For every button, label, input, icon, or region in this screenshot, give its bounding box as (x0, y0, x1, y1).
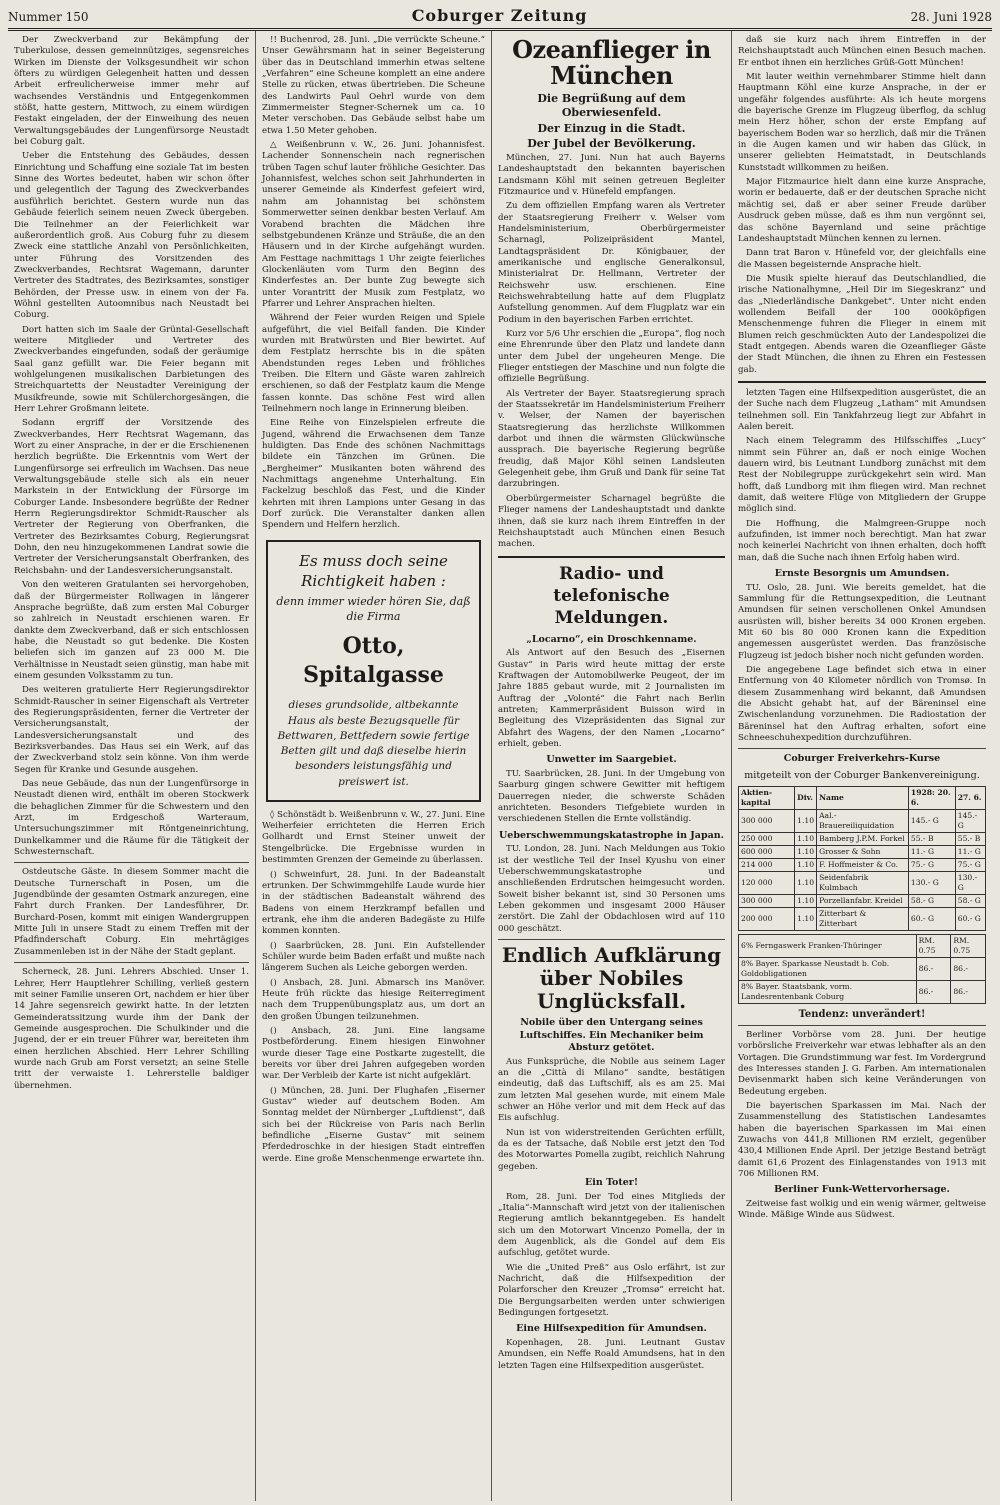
table-cell: 200 000 (739, 907, 795, 930)
table-cell: 6% Ferngaswerk Franken-Thüringer (739, 934, 917, 957)
article-paragraph: Wie die „United Preß“ aus Oslo erfährt, ist zur Nachricht, daß die Hilfsexpedition der Polarforscher den Kreuzer „Tromsø“ erreicht hat. Die Bergungsarbeiten werden unter schwierigen Bedingungen fortgesetzt. (498, 1262, 725, 1318)
subheadline: Der Jubel der Bevölkerung. (527, 137, 696, 151)
table-cell: 300 000 (739, 809, 795, 832)
article-paragraph: TU. London, 28. Juni. Nach Meldungen aus Tokio ist der westliche Teil der Insel Kyushu von einer Ueberschwemmungskatastrophe und anschließenden Erdrutschen heimgesucht worden. Soweit bisher bekannt ist, sind 30 Personen ums Leben gekommen und insgesamt 2000 Häuser zerstört. Die Zahl der Obdachlosen wird auf 110 000 geschätzt. (498, 844, 725, 934)
table-row (739, 934, 986, 957)
table-cell: 55.- B (908, 832, 955, 845)
table-header: 27. 6. (955, 786, 985, 809)
ad-headline: Es muss doch seine Richtigkeit haben : (299, 551, 448, 590)
table-cell: Bamberg J.P.M. Forkel (817, 832, 909, 845)
article-paragraph: Aus Funksprüche, die Nobile aus seinem Lager an die „Città di Milano“ sandte, bestätigen eindeutig, daß das Luftschiff, als es am 25. Mai zum letzten Mal gesehen wurde, mit einem Male schwer an Höhe verlor und mit dem Heck auf das Eis aufschlug. (498, 1056, 725, 1124)
table-row (739, 809, 986, 832)
section-rule (498, 556, 725, 558)
article-heading: Berliner Funk-Wettervorhersage. (774, 1184, 950, 1196)
article-paragraph: Ueber die Entstehung des Gebäudes, dessen Einrichtung und Schaffung eine soziale Tat im besten Sinne des Wortes bedeutet, haben wir schon öfter und gelegentlich der Tagung des Zweckverbandes ausführlich berichtet. Gestern wurde nun das Gebäude feierlich seinem neuen Zweck übergeben. Die Teilnehmer an der Feierlichkeit war außerordentlich groß. Aus Coburg fuhr zu diesem Zweck eine stattliche Anzahl von Persönlichkeiten, unter Führung des Vorsitzenden des Zweckverbandes, Rechtsrat Wagemann, darunter Vertreter des Stadtrates, des Bezirksamtes, sonstiger Behörden, der Presse usw. in einem von der Fa. Wöhnl gestellten Autoomnibus nach Neustadt bei Coburg. (14, 151, 249, 321)
article-paragraph: Dann trat Baron v. Hünefeld vor, der gleichfalls eine die Massen begeisternde Ansprache hielt. (738, 248, 986, 270)
article-heading: Eine Hilfsexpedition für Amundsen. (516, 1323, 707, 1335)
article-paragraph: Die angegebene Lage befindet sich etwa in einer Entfernung von 40 Kilometer nördlich von Tromsø. In diesem Zusammenhang wird bekannt, daß Amundsen die Absicht gehabt hat, auf der Bäreninsel eine Zwischenlandung vorzunehmen. Die Radiostation der Bäreninsel hat den Auftrag erhalten, sofort eine Schneeschuhexpedition durchzuführen. (738, 665, 986, 744)
table-row (739, 871, 986, 894)
table-cell: 1.10 (795, 845, 817, 858)
column-3 (492, 31, 732, 1501)
table-row (739, 957, 986, 980)
newspaper-title: Coburger Zeitung (411, 6, 588, 25)
article-heading: „Locarno“, ein Droschkenname. (526, 633, 697, 645)
article-paragraph: Rom, 28. Juni. Der Tod eines Mitglieds der „Italia“-Mannschaft wird jetzt von der italienischen Regierung amtlich bekanntgegeben. Es handelt sich um den Motorwart Vincenzo Pomella, der in dem Augenblick, als die Gondel auf dem Eis aufschlug, getötet wurde. (498, 1191, 725, 1259)
table-cell: 120 000 (739, 871, 795, 894)
table-header: 1928: 20. 6. (908, 786, 955, 809)
table-cell: 130.- G (908, 871, 955, 894)
article-heading: Ueberschwemmungskatastrophe in Japan. (499, 829, 724, 841)
stock-quotes-table (738, 786, 986, 931)
article-paragraph: TU. Saarbrücken, 28. Juni. In der Umgebung von Saarburg gingen schwere Gewitter mit heftigem Dauerregen nieder, die schwerste Schäden anrichteten. Besonders Tiefgebiete wurden in verschiedenen Stellen die Ernte vollständig. (498, 769, 725, 825)
article-paragraph: Scherneck, 28. Juni. Lehrers Abschied. Unser 1. Lehrer, Herr Hauptlehrer Schilling, verließ gestern mit seiner Familie unseren Ort, nachdem er hier über 14 Jahre segensreich gewirkt hatte. In der letzten Gemeinderatssitzung wurde ihm der Dank der Gemeinde ausgesprochen. Die Schulkinder und die Jugend, der er ein treuer Führer war, bereiteten ihm einen herzlichen Abschied. Herr Lehrer Schilling wurde nach Grub am Forst versetzt; an seine Stelle tritt der verwaiste 1. Lehrerstelle baldiger übernehmen. (14, 967, 249, 1091)
table-cell: Seidenfabrik Kulmbach (817, 871, 909, 894)
headline-nobile: Endlich Aufklärung über Nobiles Unglücksfall. (501, 943, 722, 1013)
subheadline: Der Einzug in die Stadt. (537, 121, 686, 135)
article-paragraph: () München, 28. Juni. Der Flughafen „Eiserner Gustav“ wieder auf deutschem Boden. Am Sonntag meldet der Nürnberger „Luftdienst“, daß sich bei der Rückreise von Paris nach Berlin befindliche „Eiserne Gustav“ mit seinem Pferdedroschke in der hiesigen Stadt eintreffen werde. Eine große Menschenmenge erwartete ihn. (262, 1085, 485, 1164)
article-paragraph: Die bayerischen Sparkassen im Mai. Nach der Zusammenstellung des Statistischen Landesamtes haben die bayerischen Sparkassen im Mai einen Zuwachs von 441,8 Millionen RM erzielt, gegenüber 430,4 Millionen Ende April. Der jetzige Bestand beträgt damit 61,6 Prozent des Einlagenstandes von 1913 mit 706 Millionen RM. (738, 1101, 986, 1180)
article-paragraph: TU. Oslo, 28. Juni. Wie bereits gemeldet, hat die Sammlung für die Rettungsexpedition, die Leutnant Amundsen für seinen verschollenen Onkel Amundsen ausrüsten will, bisher bereits 34 000 Kronen ergeben. Mit 60 bis 80 000 Kronen kann die Expedition angemessen ausgerüstet werden. Das französische Flugzeug ist jedoch bisher noch nicht gefunden worden. (738, 582, 986, 661)
article-paragraph: Ostdeutsche Gäste. In diesem Sommer macht die Deutsche Turnerschaft in Posen, um die Jugendbünde der gesamten Ostmark anzuregen, eine Fahrt durch Franken. Der Landesführer, Dr. Burchard-Posen, kommt mit einigen Wandergruppen Mitte Juli in unsere Stadt zu einem Treffen mit der Pfadfinderschaft Coburg. Ein mehrtägiges Zusammenleben ist in der Nähe der Stadt geplant. (14, 867, 249, 957)
table-cell: 86.- (951, 980, 986, 1003)
article-paragraph: Eine Reihe von Einzelspielen erfreute die Jugend, während die Erwachsenen dem Tanze huldigten. Das Ende des schönen Nachmittags bildete ein Tänzchen im Grünen. Die „Bergheimer“ Musikanten boten während des Nachmittags angenehme Unterhaltung. Ein Fackelzug beschloß das Fest, und die Kinder kehrten mit ihren Lampions unter Gesang in das Dorf zurück. Die Veranstalter danken allen Spendern und Helfern herzlich. (262, 418, 485, 531)
article-paragraph: Von den weiteren Gratulanten sei hervorgehoben, daß der Bürgermeister Rollwagen in längerer Ansprache begrüßte, daß zum ersten Mal Coburger so zahlreich in Neustadt erschienen waren. Er dankte dem Zweckverband, daß er sich entschlossen habe, die Neustadt so gut bedenke. Die Kosten beliefen sich im ganzen auf 23 000 M. Die Verhältnisse in Neustadt seien günstig, man habe mit einem gesunden Volksstamm zu tun. (14, 580, 249, 681)
article-paragraph: Major Fitzmaurice hielt dann eine kurze Ansprache, worin er bedauerte, daß er der deutschen Sprache nicht mächtig sei, daß er aber seiner Freude darüber Ausdruck geben müsse, daß es ihm nun vergönnt sei, das schöne Bayernland und seine prächtige Landeshauptstadt München kennen zu lernen. (738, 177, 986, 244)
ad-body: dieses grundsolide, altbekannte Haus als beste Bezugsquelle für Bettwaren, Bettfedern sowie fertige Betten gilt und daß dieselbe hierin besonders leistungsfähig und preiswert ist. (277, 699, 470, 788)
table-cell: 1.10 (795, 858, 817, 871)
article-paragraph: △ Weißenbrunn v. W., 26. Juni. Johannisfest. Lachender Sonnenschein nach regnerischen trüben Tagen schuf lauter fröhliche Gesichter. Das Johannisfest, welches schon seit Jahrhunderten in unserer Gemeinde als Kinderfest gefeiert wird, nahm am Johannistag bei schönstem Sommerwetter seinen denkbar besten Verlauf. Am Vorabend brachten die Mädchen ihre selbstgebundenen Kränze und Sträuße, die an den Häusern und in der Kirche aufgehängt wurden. Am Festtage nachmittags 1 Uhr zeigte feierliches Glockenläuten vom Turm den Beginn des Kinderfestes an. Der bunte Zug bewegte sich unter Vorantritt der Musik zum Festplatz, wo Pfarrer und Lehrer Ansprachen hielten. (262, 140, 485, 309)
divider (738, 1025, 986, 1026)
divider (14, 962, 249, 963)
table-cell: F. Hoffmeister & Co. (817, 858, 909, 871)
column-4 (732, 31, 992, 1501)
table-body (739, 809, 986, 930)
article-paragraph: Kurz vor 5/6 Uhr erschien die „Europa“, flog noch eine Ehrenrunde über den Platz und landete dann unter dem Jubel der ungeheuren Menge. Die Flieger entstiegen der Maschine und nun folgte die offizielle Begrüßung. (498, 329, 725, 385)
table-body (739, 934, 986, 1003)
table-cell: 11.- G (955, 845, 985, 858)
article-paragraph: () Ansbach, 28. Juni. Abmarsch ins Manöver. Heute früh rückte das hiesige Reiterregiment nach dem Truppenübungsplatz aus, um dort an den großen Übungen teilzunehmen. (262, 977, 485, 1022)
table-row (739, 980, 986, 1003)
article-paragraph: Berliner Vorbörse vom 28. Juni. Der heutige vorbörsliche Freiverkehr war etwas lebhafter als an den Vortagen. Die Grundstimmung war fest. Im Vordergrund des Interesses standen J. G. Farben. Am internationalen Devisenmarkt haben sich keine Veränderungen von Bedeutung ergeben. (738, 1030, 986, 1097)
table-row (739, 858, 986, 871)
article-paragraph: Während der Feier wurden Reigen und Spiele aufgeführt, die viel Beifall fanden. Die Kinder wurden mit Bratwürsten und Bier bewirtet. Auf dem Festplatz herrschte bis in die späten Abendstunden reges Leben und fröhliches Treiben. Die Eltern und Gäste waren zahlreich erschienen, so daß der Festplatz kaum die Menge fassen konnte. Das schöne Fest wird allen Teilnehmern noch lange in Erinnerung bleiben. (262, 313, 485, 414)
table-cell: 55.- B (955, 832, 985, 845)
table-cell: Aal.-Brauereiliquidation (817, 809, 909, 832)
table-cell: 75.- G (955, 858, 985, 871)
table-cell: 300 000 (739, 894, 795, 907)
article-paragraph: Die Hoffnung, die Malmgreen-Gruppe noch aufzufinden, ist immer noch berechtigt. Man hat zwar noch keinerlei Nachricht von ihnen erhalten, doch hofft man, daß die Suche nach ihnen Erfolg haben wird. (738, 518, 986, 563)
kurse-title: Coburger Freiverkehrs-Kurse (783, 753, 941, 765)
table-cell: 86.- (951, 957, 986, 980)
article-subheading: Nobile über den Untergang seines Luftschiffes. Ein Mechaniker beim Absturz getötet. (519, 1017, 704, 1054)
article-paragraph: Sodann ergriff der Vorsitzende des Zweckverbandes, Herr Rechtsrat Wagemann, das Wort zu einer Ansprache, in der er die Erschienenen herzlich begrüßte. Die Erkenntnis vom Wert der Lungenfürsorge sei erfreulich im Wachsen. Das neue Verwaltungsgebäude stelle sich als ein neuer Markstein in der Entwicklung der Fürsorge im Coburger Lande. Insbesondere begrüßte der Redner Herrn Regierungsdirektor Schmidt-Rauscher als Vertreter der Regierung von Oberfranken, die Vertreter des Bezirksamtes Coburg, Regierungsrat Dohn, den neu hinzugekommenen Landrat sowie die Vertreter der Versicherungsanstalt Oberfranken, des Reichsbahn- und der Landesversicherungsanstalt. (14, 418, 249, 576)
table-cell: 86.- (916, 957, 951, 980)
table-cell: 11.- G (908, 845, 955, 858)
masthead (8, 6, 992, 31)
subheadline: Die Begrüßung auf dem Oberwiesenfeld. (537, 91, 686, 120)
table-cell: 145.- G (955, 809, 985, 832)
table-cell: RM. 0.75 (916, 934, 951, 957)
table-cell: 1.10 (795, 907, 817, 930)
table-cell: Grosser & Sohn (817, 845, 909, 858)
column-2 (256, 31, 492, 1501)
table-cell: 1.10 (795, 894, 817, 907)
ad-line: denn immer wieder hören Sie, daß die Firma (276, 595, 471, 623)
article-paragraph: Zeitweise fast wolkig und ein wenig wärmer, geltweise Winde. Mäßige Winde aus Südwest. (738, 1199, 986, 1221)
table-cell: 75.- G (908, 858, 955, 871)
article-paragraph: Kopenhagen, 28. Juni. Leutnant Gustav Amundsen, ein Neffe Roald Amundsens, hat in den letzten Tagen eine Hilfsexpedition ausgerüstet. (498, 1337, 725, 1371)
section-title-radio: Radio- und telefonische Meldungen. (553, 563, 670, 629)
table-row (739, 907, 986, 930)
issue-number: Nummer 150 (8, 10, 89, 24)
article-paragraph: Der Zweckverband zur Bekämpfung der Tuberkulose, dessen gemeinnütziges, segensreiches Wirken im Dienste der Volksgesundheit wir schon öfters zu würdigen Gelegenheit hatten und dessen Arbeit erfreulicherweise immer mehr auf wachsendes Verständnis und Entgegenkommen stößt, hatte gestern, Mittwoch, zu einem würdigen Festakt eingeladen, der der Einweihung des neuen Verwaltungsgebäudes der Lungenfürsorge Neustadt bei Coburg galt. (14, 35, 249, 148)
article-heading: Unwetter im Saargebiet. (546, 754, 677, 766)
article-paragraph: Nach einem Telegramm des Hilfsschiffes „Lucy“ nimmt sein Führer an, daß er noch einige Wochen dauern wird, bis Leutnant Lundborg zunächst mit dem Rest der Nobilegruppe zurückgekehrt sein wird. Man hofft, daß Lundborg mit ihm fliegen wird. Man rechnet damit, daß weitere Flüge von Mitgliedern der Gruppe möglich sind. (738, 436, 986, 515)
article-paragraph: () Saarbrücken, 28. Juni. Ein Aufstellender Schüler wurde beim Baden erfaßt und mußte nach längerem Suchen als Leiche geborgen werden. (262, 940, 485, 974)
table-cell: 250 000 (739, 832, 795, 845)
table-cell: Porzellanfabr. Kreidel (817, 894, 909, 907)
article-paragraph: Die Musik spielte hierauf das Deutschlandlied, die irische Nationalhymne, „Heil Dir im Siegeskranz“ und das „Niederländische Dankgebet“. Unter nicht enden wollendem Beifall der 100 000köpfigen Menschenmenge fuhren die Flieger in einem mit Blumen reich geschmückten Auto der Landespolizei die Stadt entgegen. Abends waren die Ozeanflieger Gäste der Stadt München, die ihnen zu Ehren ein Festessen gab. (738, 273, 986, 375)
columns (8, 31, 992, 1501)
bond-quotes-table (738, 934, 986, 1004)
table-row (739, 894, 986, 907)
article-paragraph: Des weiteren gratulierte Herr Regierungsdirektor Schmidt-Rauscher in seiner Eigenschaft als Vertreter des Regierungspräsidenten, ferner die Vertreter der Versicherungsanstalt, der Landesversicherungsanstalt und des Bezirksverbandes. Das Haus sei ein Werk, auf das der Zweckverband stolz sein könne. Von ihm werde Segen für Kranke und Gesunde ausgehen. (14, 685, 249, 775)
table-cell: 214 000 (739, 858, 795, 871)
table-cell: 86.- (916, 980, 951, 1003)
article-paragraph: Mit lauter weithin vernehmbarer Stimme hielt dann Hauptmann Köhl eine kurze Ansprache, in der er ungefähr folgendes ausführte: Als ich heute morgens die bayerische Grenze im Flugzeug überflog, da schlug mein Herz höher, schon der erste Empfang auf bayerischem Boden war so herzlich, daß mir die Tränen in die Augen kamen und wir haben das Glück, in unserer geliebten Heimatstadt, in Deutschlands Kunststadt willkommen zu heißen. (738, 72, 986, 173)
table-header: Name (817, 786, 909, 809)
table-cell: 60.- G (955, 907, 985, 930)
article-paragraph: Als Vertreter der Bayer. Staatsregierung sprach der Staatssekretär im Handelsministerium Freiherr v. Welser, der Namen der bayerischen Staatsregierung das herzlichste Willkommen darbot und ihnen die wärmsten Glückwünsche aussprach. Die bayerische Regierung begrüße freudig, daß Major Köhl seinen Landsleuten Gelegenheit gebe, ihm Gruß und Dank für seine Tat darzubringen. (498, 388, 725, 490)
table-header: Aktien-kapital (739, 786, 795, 809)
issue-date: 28. Juni 1928 (910, 10, 992, 24)
table-cell: 58.- G (908, 894, 955, 907)
divider (738, 748, 986, 749)
table-cell: 8% Bayer. Sparkasse Neustadt b. Cob. Goldobligationen (739, 957, 917, 980)
article-paragraph: daß sie kurz nach ihrem Eintreffen in der Reichshauptstadt auch München einen Besuch machen. Er entbot ihnen ein herzliches Grüß-Gott München! (738, 35, 986, 68)
table-header-row (739, 786, 986, 809)
ad-firm-name: Otto, Spitalgasse (303, 633, 444, 689)
article-heading: Ein Toter! (585, 1177, 638, 1189)
table-cell: 8% Bayer. Staatsbank, vorm. Landesrentenbank Coburg (739, 980, 917, 1003)
kurse-subtitle: mitgeteilt von der Coburger Bankenvereinigung. (744, 770, 980, 781)
article-paragraph: () Schweinfurt, 28. Juni. In der Badeanstalt ertrunken. Der Schwimmgehilfe Laude wurde hier in der städtischen Badeanstalt während des Badens von einem Herzkrampf befallen und ertrank, ehe ihm die anderen Badegäste zu Hilfe kommen konnten. (262, 869, 485, 937)
table-row (739, 832, 986, 845)
table-cell: RM. 0.75 (951, 934, 986, 957)
table-cell: 145.- G (908, 809, 955, 832)
market-tendency: Tendenz: unverändert! (798, 1008, 926, 1020)
headline-ozeanflieger: Ozeanflieger in München (512, 35, 711, 91)
table-row (739, 845, 986, 858)
table-cell: 60.- G (908, 907, 955, 930)
divider (498, 939, 725, 940)
table-cell: 58.- G (955, 894, 985, 907)
article-paragraph: Oberbürgermeister Scharnagel begrüßte die Flieger namens der Landeshauptstadt und dankte ihnen, daß sie kurz nach ihrem Eintreffen in der Reichshauptstadt auch München einen Besuch machen. (498, 493, 725, 550)
table-cell: 1.10 (795, 871, 817, 894)
article-heading: Ernste Besorgnis um Amundsen. (774, 568, 950, 580)
article-paragraph: !! Buchenrod, 28. Juni. „Die verrückte Scheune.“ Unser Gewährsmann hat in seiner Begeisterung über das in Deutschland immerhin etwas seltene „Verfahren“ eine Scheune komplett an eine andere Stelle zu rücken, etwas übertrieben. Die Scheune des Landwirts Paul Oehrl wurde von dem Zimmermeister Stegner-Schernek um ca. 10 Meter verschoben. Das Gebäude selbst habe um etwa 1.50 Meter gehoben. (262, 35, 485, 136)
article-paragraph: München, 27. Juni. Nun hat auch Bayerns Landeshauptstadt den bekannten bayerischen Landsmann Köhl mit seinen getreuen Begleiter Fitzmaurice und v. Hünefeld empfangen. (498, 152, 725, 197)
section-rule (738, 381, 986, 383)
divider (14, 862, 249, 863)
table-cell: 1.10 (795, 809, 817, 832)
advertisement-otto (266, 540, 481, 802)
article-paragraph: Das neue Gebäude, das nun der Lungenfürsorge in Neustadt dienen wird, enthält im oberen Stockwerk die behaglichen Zimmer für die Schwestern und den Arzt, im Erdgeschoß Warteraum, Untersuchungszimmer mit Röntgeneinrichtung, Dunkelkammer und die Räume für die Tätigkeit der Schwesternschaft. (14, 779, 249, 858)
column-1 (8, 31, 256, 1501)
article-paragraph: () Ansbach, 28. Juni. Eine langsame Postbeförderung. Einem hiesigen Einwohner wurde dieser Tage eine Postkarte zugestellt, die bereits vor über drei Jahren aufgegeben worden war. Der Verbleib der Karte ist nicht aufgeklärt. (262, 1025, 485, 1082)
article-paragraph: letzten Tagen eine Hilfsexpedition ausgerüstet, die an der Suche nach dem Flugzeug „Latham“ mit Amundsen teilnehmen soll. Ein Tankfahrzeug liegt zur Abfahrt in Aalen bereit. (738, 387, 986, 432)
article-paragraph: Als Antwort auf den Besuch des „Eisernen Gustav“ in Paris wird heute mittag der erste Kraftwagen der Automobilwerke Peugeot, der im Jahre 1885 gebaut wurde, mit 2 Journalisten im Auftrag der „Volonté“ die Fahrt nach Berlin antreten; Kammerpräsident Buisson wird in Begleitung des Vizepräsidenten das Signal zur Abfahrt des Wagens, der den Namen „Locarno“ erhielt, geben. (498, 648, 725, 750)
table-cell: 130.- G (955, 871, 985, 894)
article-paragraph: ◊ Schönstädt b. Weißenbrunn v. W., 27. Juni. Eine Weiherfeier errichteten die Herren Erich Gollhardt und Ernst Steiner unweit der Stengelbrücke. Die Ergebnisse wurden in bestimmten Grenzen der Gemeinde zu überlassen. (262, 809, 485, 866)
article-paragraph: Dort hatten sich im Saale der Grüntal-Gesellschaft weitere Mitglieder und Vertreter des Zweckverbandes eingefunden, sodaß der geräumige Saal ganz gefüllt war. Die Feier begann mit wohlgelungenen musikalischen Darbietungen des Streichquartetts der Neustadter Vereinigung der Musikfreunde, sowie mit Schülerchorgesängen, die Herr Lehrer Großmann leitete. (14, 324, 249, 414)
article-paragraph: Nun ist von widerstreitenden Gerüchten erfüllt, da es der Tatsache, daß Nobile erst jetzt den Tod des Motorwartes Pomella zugibt, reichlich Nahrung gegeben. (498, 1127, 725, 1172)
article-paragraph: Zu dem offiziellen Empfang waren als Vertreter der Staatsregierung Freiherr v. Welser vom Handelsministerium, Oberbürgermeister Scharnagl, Polizeipräsident Mantel, Landtagspräsident Dr. Königbauer, der amerikanische und englische Generalkonsul, Ministerialrat Dr. Hellmann, Vertreter der Reichswehr usw. erschienen. Eine Reichswehrabteilung hatte auf dem Flugplatz Aufstellung genommen. Auf dem Flugplatz war ein Podium in den bayerischen Farben errichtet. (498, 201, 725, 325)
table-cell: 1.10 (795, 832, 817, 845)
table-cell: Zitterbart & Zitterbart (817, 907, 909, 930)
table-cell: 600 000 (739, 845, 795, 858)
table-header: Div. (795, 786, 817, 809)
